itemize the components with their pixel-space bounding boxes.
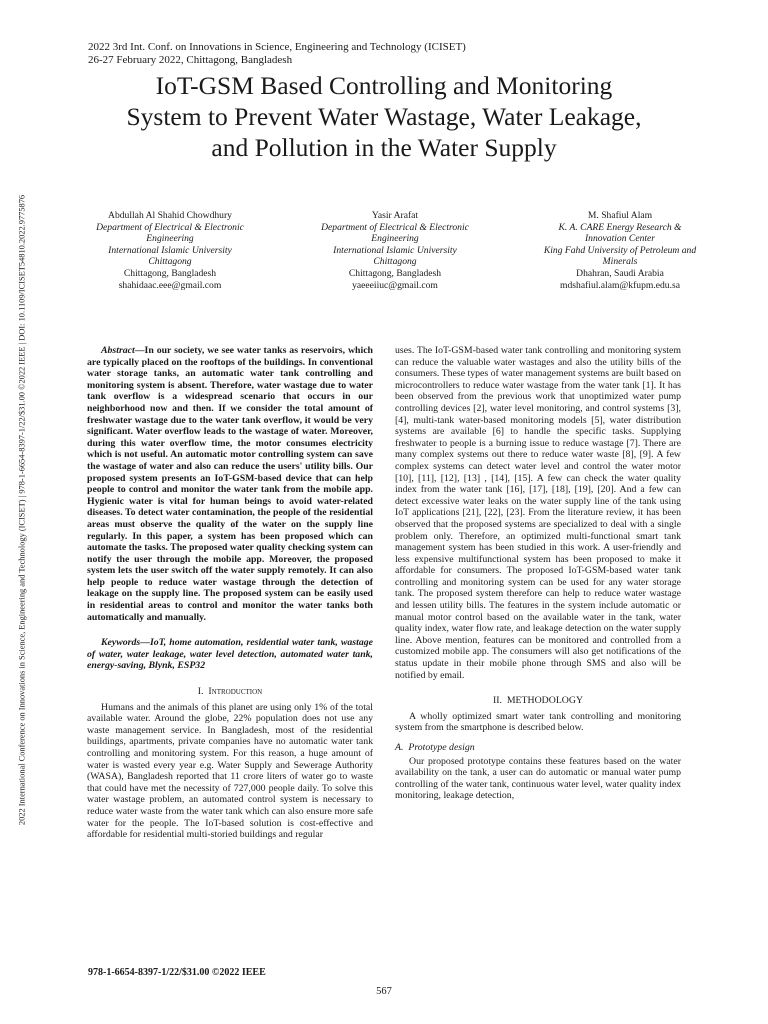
author-institution-cont: Chittagong <box>373 256 417 268</box>
author-institution-cont: Minerals <box>602 256 638 268</box>
author-name: M. Shafiul Alam <box>587 210 653 221</box>
paper-title <box>60 70 708 163</box>
author-city: Chittagong, Bangladesh <box>348 267 442 279</box>
introduction-paragraph: Humans and the animals of this planet are using only 1% of the total available water. Around the globe, 22% population does not use any waste management service. In Bangladesh, most of the residential buildings, apartments, private companies have no automatic water tank controlling and monitoring system. For this reason, a huge amount of water is wasted every year e.g. Water Supply and Sewerage Authority (WASA), Bangladesh reported that 11 crore liters of water go to waste that could have met the necessity of 727,000 people daily. To solve this water wastage problem, an automated control system is necessary to reduce water waste from the water tank which can also ensure more safe water for the people. The IoT-based solution is cost-effective and affordable for residential multi-storied buildings and regular <box>87 701 373 841</box>
copyright-footer: 978-1-6654-8397-1/22/$31.00 ©2022 IEEE <box>88 967 266 978</box>
author-city: Chittagong, Bangladesh <box>123 267 217 279</box>
author-name: Yasir Arafat <box>371 210 419 221</box>
author-institution-cont: Chittagong <box>148 256 192 268</box>
author-department-cont: Innovation Center <box>584 233 656 245</box>
section-number: I. <box>197 686 204 698</box>
author-institution: International Islamic University <box>333 244 457 256</box>
author-3 <box>520 210 720 291</box>
abstract-text: —In our society, we see water tanks as reservoirs, which are typically placed on the rooftops of the buildings. In conventional water storage tanks, an automatic water tank controlling and monitoring system is absent. Therefore, water wastage due to water tank overflow is a widespread scenario that occurs in our neighborhood now and then. If we consider the total amount of freshwater wastage due to the water tank overflow, it would be very significant. Water overflow leads to the wastage of water. Moreover, during this water overflow time, the motor consumes electricity which is not useful. An automatic motor controlling system can save the wastage of water and also can reduce the users' utility bills. Our proposed system presents an IoT-GSM-based device that can help people to control and monitor the water tank from the mobile app. Hygienic water is vital for human beings to avoid water-related diseases. To detect water contamination, the people of the residential areas must observe the quality of the water on the supply line regularly. In this paper, a system has been proposed which can automate the tasks. The proposed water quality checking system can notify the user through the mobile app. Moreover, the proposed system lets the user switch off the water supply remotely. It can also help people to reduce water wastage through the detection of leakage on the supply line. The proposed system can be easily used in residential areas to control and monitor the water tanks both automatically and manually. <box>87 345 373 623</box>
subsection-title: Prototype design <box>408 742 475 753</box>
abstract-label: Abstract <box>101 345 135 356</box>
page-number: 567 <box>376 986 392 997</box>
author-department-cont: Engineering <box>146 233 194 245</box>
author-email: shahidaac.eee@gmail.com <box>118 279 222 291</box>
conference-header <box>88 41 466 67</box>
subsection-label: A. <box>395 742 404 753</box>
author-email: mdshafiul.alam@kfupm.edu.sa <box>560 279 680 291</box>
doi-sidebar-text: 2022 International Conference on Innovations in Science, Engineering and Technology (ICISET) | 978-1-6654-8397-1/22/$31.00 ©2022 IEEE | DOI: 10.1109/ICISET54810.2022.9775876 <box>17 194 27 826</box>
conference-line2: 26-27 February 2022, Chittagong, Bangladesh <box>88 54 293 66</box>
prototype-paragraph: Our proposed prototype contains these features based on the water availability on the tank, a user can do automatic or manual water pump controlling of the water tank, continuous water level, water quality index monitoring, leakage detection, <box>395 755 681 802</box>
author-department: Department of Electrical & Electronic <box>321 221 469 233</box>
author-city: Dhahran, Saudi Arabia <box>576 267 664 279</box>
section-title: METHODOLOGY <box>506 695 584 707</box>
author-block <box>70 210 720 291</box>
author-department: Department of Electrical & Electronic <box>96 221 244 233</box>
left-column <box>87 345 373 841</box>
author-department-cont: Engineering <box>371 233 419 245</box>
introduction-continued: uses. The IoT-GSM-based water tank controlling and monitoring system can reduce the valuable water wastages and also the utility bills of the consumers. These types of water management systems are built based on microcontrollers to reduce water wastage from the water tank [1]. It has been observed from the previous work that unoptimized water pump controlling devices [2], water level monitoring, and control systems [3], [4], multi-tank water-based monitoring models [5], water distribution systems are available [6] to handle the specific tasks. Supplying freshwater to people is a burning issue to reduce wastage [7]. There are many complex systems out there to reduce water waste [8], [9]. A few complex systems can detect water level and control the water motor [10], [11], [12], [13] , [14], [15]. A few can check the water quality index from the water tank [16], [17], [18], [19], [20]. And a few can detect excessive water leaks on the water supply line of the tank using IoT applications [21], [22], [23]. From the literature review, it has been observed that the proposed systems are specialized to deal with a single problem only. Therefore, an optimized multi-functional smart tank management system has been studied in this work. A user-friendly and less expensive multifunctional system has been proposed to make it affordable for consumers. The proposed IoT-GSM-based water tank controlling and monitoring system can be used for any water storage tank. The proposed system therefore can help to reduce water wastage and lessen utility bills. The features in the system include automatic or manual motor control based on the available water in the tank, water quality index, water flow rate, and leakage detection on the water supply line. Above mention, features can be monitored and controlled from a customized mobile app. The consumers will also get notifications of the status update in their mobile phone through SMS and also will be notified by email. <box>395 345 681 681</box>
right-column <box>395 345 681 802</box>
author-institution: International Islamic University <box>108 244 232 256</box>
author-2 <box>295 210 495 291</box>
author-name: Abdullah Al Shahid Chowdhury <box>108 210 232 221</box>
author-institution: King Fahd University of Petroleum and <box>543 244 697 256</box>
title-line2: System to Prevent Water Wastage, Water Leakage, <box>126 102 642 131</box>
doi-sidebar <box>13 0 31 1024</box>
author-email: yaeeeiiuc@gmail.com <box>352 279 438 291</box>
subsection-heading <box>395 742 681 754</box>
title-line1: IoT-GSM Based Controlling and Monitoring <box>155 71 613 100</box>
author-department: K. A. CARE Energy Research & <box>558 221 682 233</box>
section-heading-methodology <box>395 695 681 707</box>
keywords: Keywords—IoT, home automation, residential water tank, wastage of water, water leakage, water level detection, automated water tank, energy-saving, Blynk, ESP32 <box>87 637 373 672</box>
author-1 <box>70 210 270 291</box>
title-line3: and Pollution in the Water Supply <box>211 133 557 162</box>
methodology-paragraph: A wholly optimized smart water tank controlling and monitoring system from the smartphone is described below. <box>395 710 681 734</box>
section-number: II. <box>492 695 502 707</box>
conference-line1: 2022 3rd Int. Conf. on Innovations in Science, Engineering and Technology (ICISET) <box>88 41 466 53</box>
section-heading-introduction <box>87 686 373 698</box>
section-title: Introduction <box>208 686 263 698</box>
abstract <box>87 345 373 623</box>
